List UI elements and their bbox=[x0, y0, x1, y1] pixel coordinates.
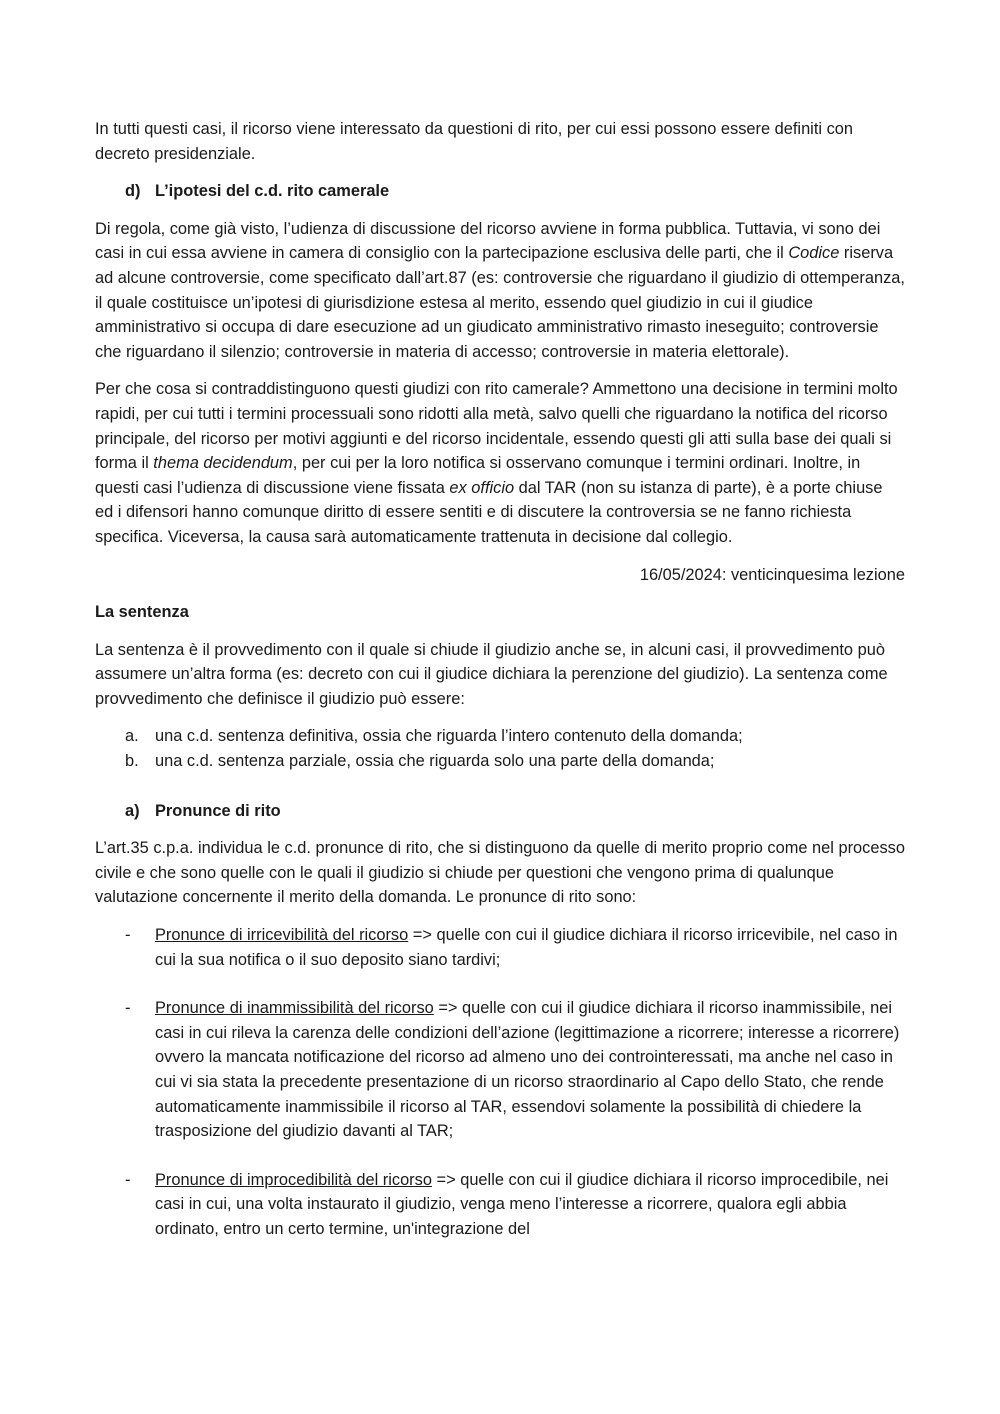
text-run: Per che cosa si contraddistinguono questi giudizi con rito camerale? Ammettono una decisione in termini molto rapidi, per cui tutti i termini processuali sono ridotti alla metà, salvo quelli che riguardano la notifica del ricorso principale, del ricorso per motivi aggiunti e del ricorso incidentale, essendo questi gli atti sulla base dei quali si forma il bbox=[95, 380, 898, 473]
section-heading-pronunce-rito bbox=[95, 799, 905, 824]
section-marker: a) bbox=[125, 801, 140, 820]
text-run: riserva ad alcune controversie, come specificato dall’art.87 (es: controversie che riguardano il giudizio di ottemperanza, il quale costituisce un’ipotesi di giurisdizione estesa al merito, essendo quel giudizio in cui il giudice amministrativo si occupa di dare esecuzione ad un giudicato amministrativo rimasto ineseguito; controversie che riguardano il silenzio; controversie in materia di accesso; controversie in materia elettorale). bbox=[95, 244, 905, 361]
list-item bbox=[95, 724, 905, 749]
list-marker: - bbox=[125, 1170, 131, 1189]
list-item-body bbox=[155, 1168, 905, 1242]
list-item-body bbox=[155, 996, 905, 1144]
heading-sentenza: La sentenza bbox=[95, 603, 189, 622]
text-italic: thema decidendum bbox=[153, 454, 293, 473]
pronunce-list bbox=[95, 923, 905, 1242]
list-item-text: => quelle con cui il giudice dichiara il ricorso inammissibile, nei casi in cui rileva la carenza delle condizioni dell’azione (legittimazione a ricorrere; interesse a ricorrere) ovvero la mancata notificazione del ricorso ad almeno uno dei controinteressati, ma anche nel caso in cui vi sia stata la precedente presentazione di un ricorso straordinario al Capo dello Stato, che rende automaticamente inammissibile il ricorso al TAR, essendovi solamente la possibilità di chiedere la trasposizione del giudizio davanti al TAR; bbox=[155, 999, 900, 1141]
text-italic: Codice bbox=[788, 244, 840, 263]
paragraph-art35: L’art.35 c.p.a. individua le c.d. pronunce di rito, che si distinguono da quelle di merito proprio come nel processo civile e che sono quelle con le quali il giudizio si chiude per questioni che vengono prima di qualunque valutazione concernente il merito della domanda. Le pronunce di rito sono: bbox=[95, 839, 905, 907]
list-marker: - bbox=[125, 926, 131, 945]
list-marker: a. bbox=[125, 727, 139, 746]
section-heading-rito-camerale bbox=[95, 179, 905, 204]
paragraph-udienza bbox=[95, 217, 905, 365]
paragraph-sentenza: La sentenza è il provvedimento con il quale si chiude il giudizio anche se, in alcuni casi, il provvedimento può assumere un’altra forma (es: decreto con cui il giudice dichiara la perenzione del giudizio). La sentenza come provvedimento che definisce il giudizio può essere: bbox=[95, 640, 888, 708]
spacer bbox=[95, 787, 905, 799]
list-marker: - bbox=[125, 999, 131, 1018]
list-item-text: => quelle con cui il giudice dichiara il ricorso irricevibile, nel caso in cui la sua notifica o il suo deposito siano tardivi; bbox=[155, 926, 898, 969]
lesson-date: 16/05/2024: venticinquesima lezione bbox=[639, 565, 905, 584]
paragraph-rito-camerale bbox=[95, 377, 905, 549]
section-marker: d) bbox=[125, 182, 141, 201]
list-item bbox=[95, 996, 905, 1144]
list-marker: b. bbox=[125, 752, 139, 771]
text-italic: ex officio bbox=[449, 478, 515, 497]
text-run: Di regola, come già visto, l’udienza di discussione del ricorso avviene in forma pubblica. Tuttavia, vi sono dei casi in cui essa avviene in camera di consiglio con la partecipazione esclusiva delle parti, che il bbox=[95, 219, 881, 263]
text-run: , per cui per la loro notifica si osservano comunque i termini ordinari. Inoltre, in questi casi l’udienza di discussione viene fissata bbox=[95, 454, 861, 497]
list-item bbox=[95, 923, 905, 972]
text-run: dal TAR (non su istanza di parte), è a porte chiuse ed i difensori hanno comunque diritto di essere sentiti e di discutere la controversia se ne fanno richiesta specifica. Viceversa, la causa sarà automaticamente trattenuta in decisione dal collegio. bbox=[95, 478, 883, 546]
document-page bbox=[95, 117, 905, 1266]
list-item-term: Pronunce di irricevibilità del ricorso bbox=[155, 926, 409, 945]
list-item bbox=[95, 1168, 905, 1242]
list-item-text: => quelle con cui il giudice dichiara il ricorso improcedibile, nei casi in cui, una volta instaurato il giudizio, venga meno l’interesse a ricorrere, qualora egli abbia ordinato, entro un certo termine, un'integrazione del bbox=[155, 1170, 889, 1238]
list-item-text: una c.d. sentenza parziale, ossia che riguarda solo una parte della domanda; bbox=[155, 752, 715, 771]
list-item-term: Pronunce di inammissibilità del ricorso bbox=[155, 999, 434, 1018]
paragraph-rito-decreto: In tutti questi casi, il ricorso viene interessato da questioni di rito, per cui essi possono essere definiti con decreto presidenziale. bbox=[95, 120, 854, 163]
section-title: Pronunce di rito bbox=[155, 801, 281, 820]
list-item bbox=[95, 749, 905, 774]
list-item-text: una c.d. sentenza definitiva, ossia che riguarda l’intero contenuto della domanda; bbox=[155, 727, 743, 746]
list-item-body bbox=[155, 923, 905, 972]
sentenza-types-list bbox=[95, 724, 905, 773]
section-title: L’ipotesi del c.d. rito camerale bbox=[155, 182, 390, 201]
list-item-term: Pronunce di improcedibilità del ricorso bbox=[155, 1170, 432, 1189]
